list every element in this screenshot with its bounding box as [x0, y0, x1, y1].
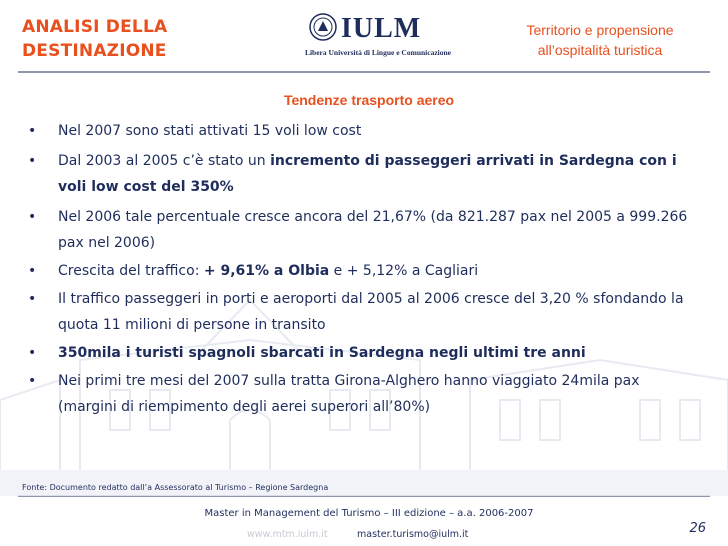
bullet-text [58, 258, 700, 284]
logo-subtitle: Libera Università di Lingue e Comunicazione [304, 48, 452, 57]
bullet-dot: • [28, 291, 37, 307]
bullet-item [28, 340, 700, 366]
bullet-dot: • [28, 345, 37, 361]
bullet-text-run: e + 5,12% a Cagliari [329, 263, 479, 279]
bullet-dot: • [28, 373, 37, 389]
bullet-item [28, 118, 700, 144]
slide-subject [500, 20, 700, 60]
footer-website-link[interactable]: www.mtm.iulm.it [247, 529, 328, 540]
topic-heading-text: Tendenze trasporto aereo [283, 92, 455, 108]
bullet-text [58, 118, 700, 144]
bullet-item [28, 286, 700, 338]
bullet-item [28, 148, 700, 200]
logo-wordmark: IULM [341, 13, 422, 44]
bullet-text [58, 368, 700, 420]
university-seal-icon [309, 12, 337, 42]
topic-heading [0, 92, 728, 108]
footer-course [0, 508, 728, 519]
bullet-text-run: Il traffico passeggeri in porti e aeroporti dal 2005 al 2006 cresce del 3,20 % sfondando la quota 11 milioni di persone in transito [58, 291, 684, 333]
bullet-text-run: Nel 2006 tale percentuale cresce ancora del 21,67% (da 821.287 pax nel 2005 a 999.266 pax nel 2006) [58, 209, 688, 251]
section-title [22, 15, 167, 63]
bullet-text-bold: 350mila i turisti spagnoli sbarcati in Sardegna negli ultimi tre anni [58, 345, 586, 361]
section-title-line1: ANALISI DELLA [22, 17, 168, 37]
bullet-dot: • [28, 209, 37, 225]
slide-subject-line2: all’ospitalità turistica [537, 42, 663, 58]
bullet-text [58, 148, 700, 200]
section-title-line2: DESTINAZIONE [22, 41, 167, 61]
bullet-dot: • [28, 263, 37, 279]
bullet-dot: • [28, 153, 37, 169]
bullet-item [28, 204, 700, 256]
page-number: 26 [689, 521, 706, 536]
footer-course-text: Master in Management del Turismo – III edizione – a.a. 2006-2007 [204, 508, 534, 519]
bullet-text [58, 340, 700, 366]
bullet-item [28, 368, 700, 420]
bullet-item [28, 258, 700, 284]
bullet-text-run: Nei primi tre mesi del 2007 sulla tratta Girona-Alghero hanno viaggiato 24mila pax (margini di riempimento degli aerei superori all’80%) [58, 373, 640, 415]
iulm-logo [293, 12, 463, 56]
footer-email-link[interactable]: master.turismo@iulm.it [357, 529, 469, 540]
bullet-dot: • [28, 123, 37, 139]
source-note: Fonte: Documento redatto dall’a Assessorato al Turismo – Regione Sardegna [22, 483, 329, 492]
bullet-text-run: Dal 2003 al 2005 c’è stato un [58, 153, 271, 169]
bullet-text-run: Crescita del traffico: [58, 263, 204, 279]
bullet-text-bold: + 9,61% a Olbia [203, 263, 330, 279]
bullet-text [58, 286, 700, 338]
bullet-text-bold: incremento di passeggeri arrivati in Sardegna con i voli low cost del 350% [58, 153, 677, 195]
bullet-text-run: Nel 2007 sono stati attivati 15 voli low cost [58, 123, 362, 139]
slide-subject-line1: Territorio e propensione [526, 22, 674, 38]
bullet-text [58, 204, 700, 256]
